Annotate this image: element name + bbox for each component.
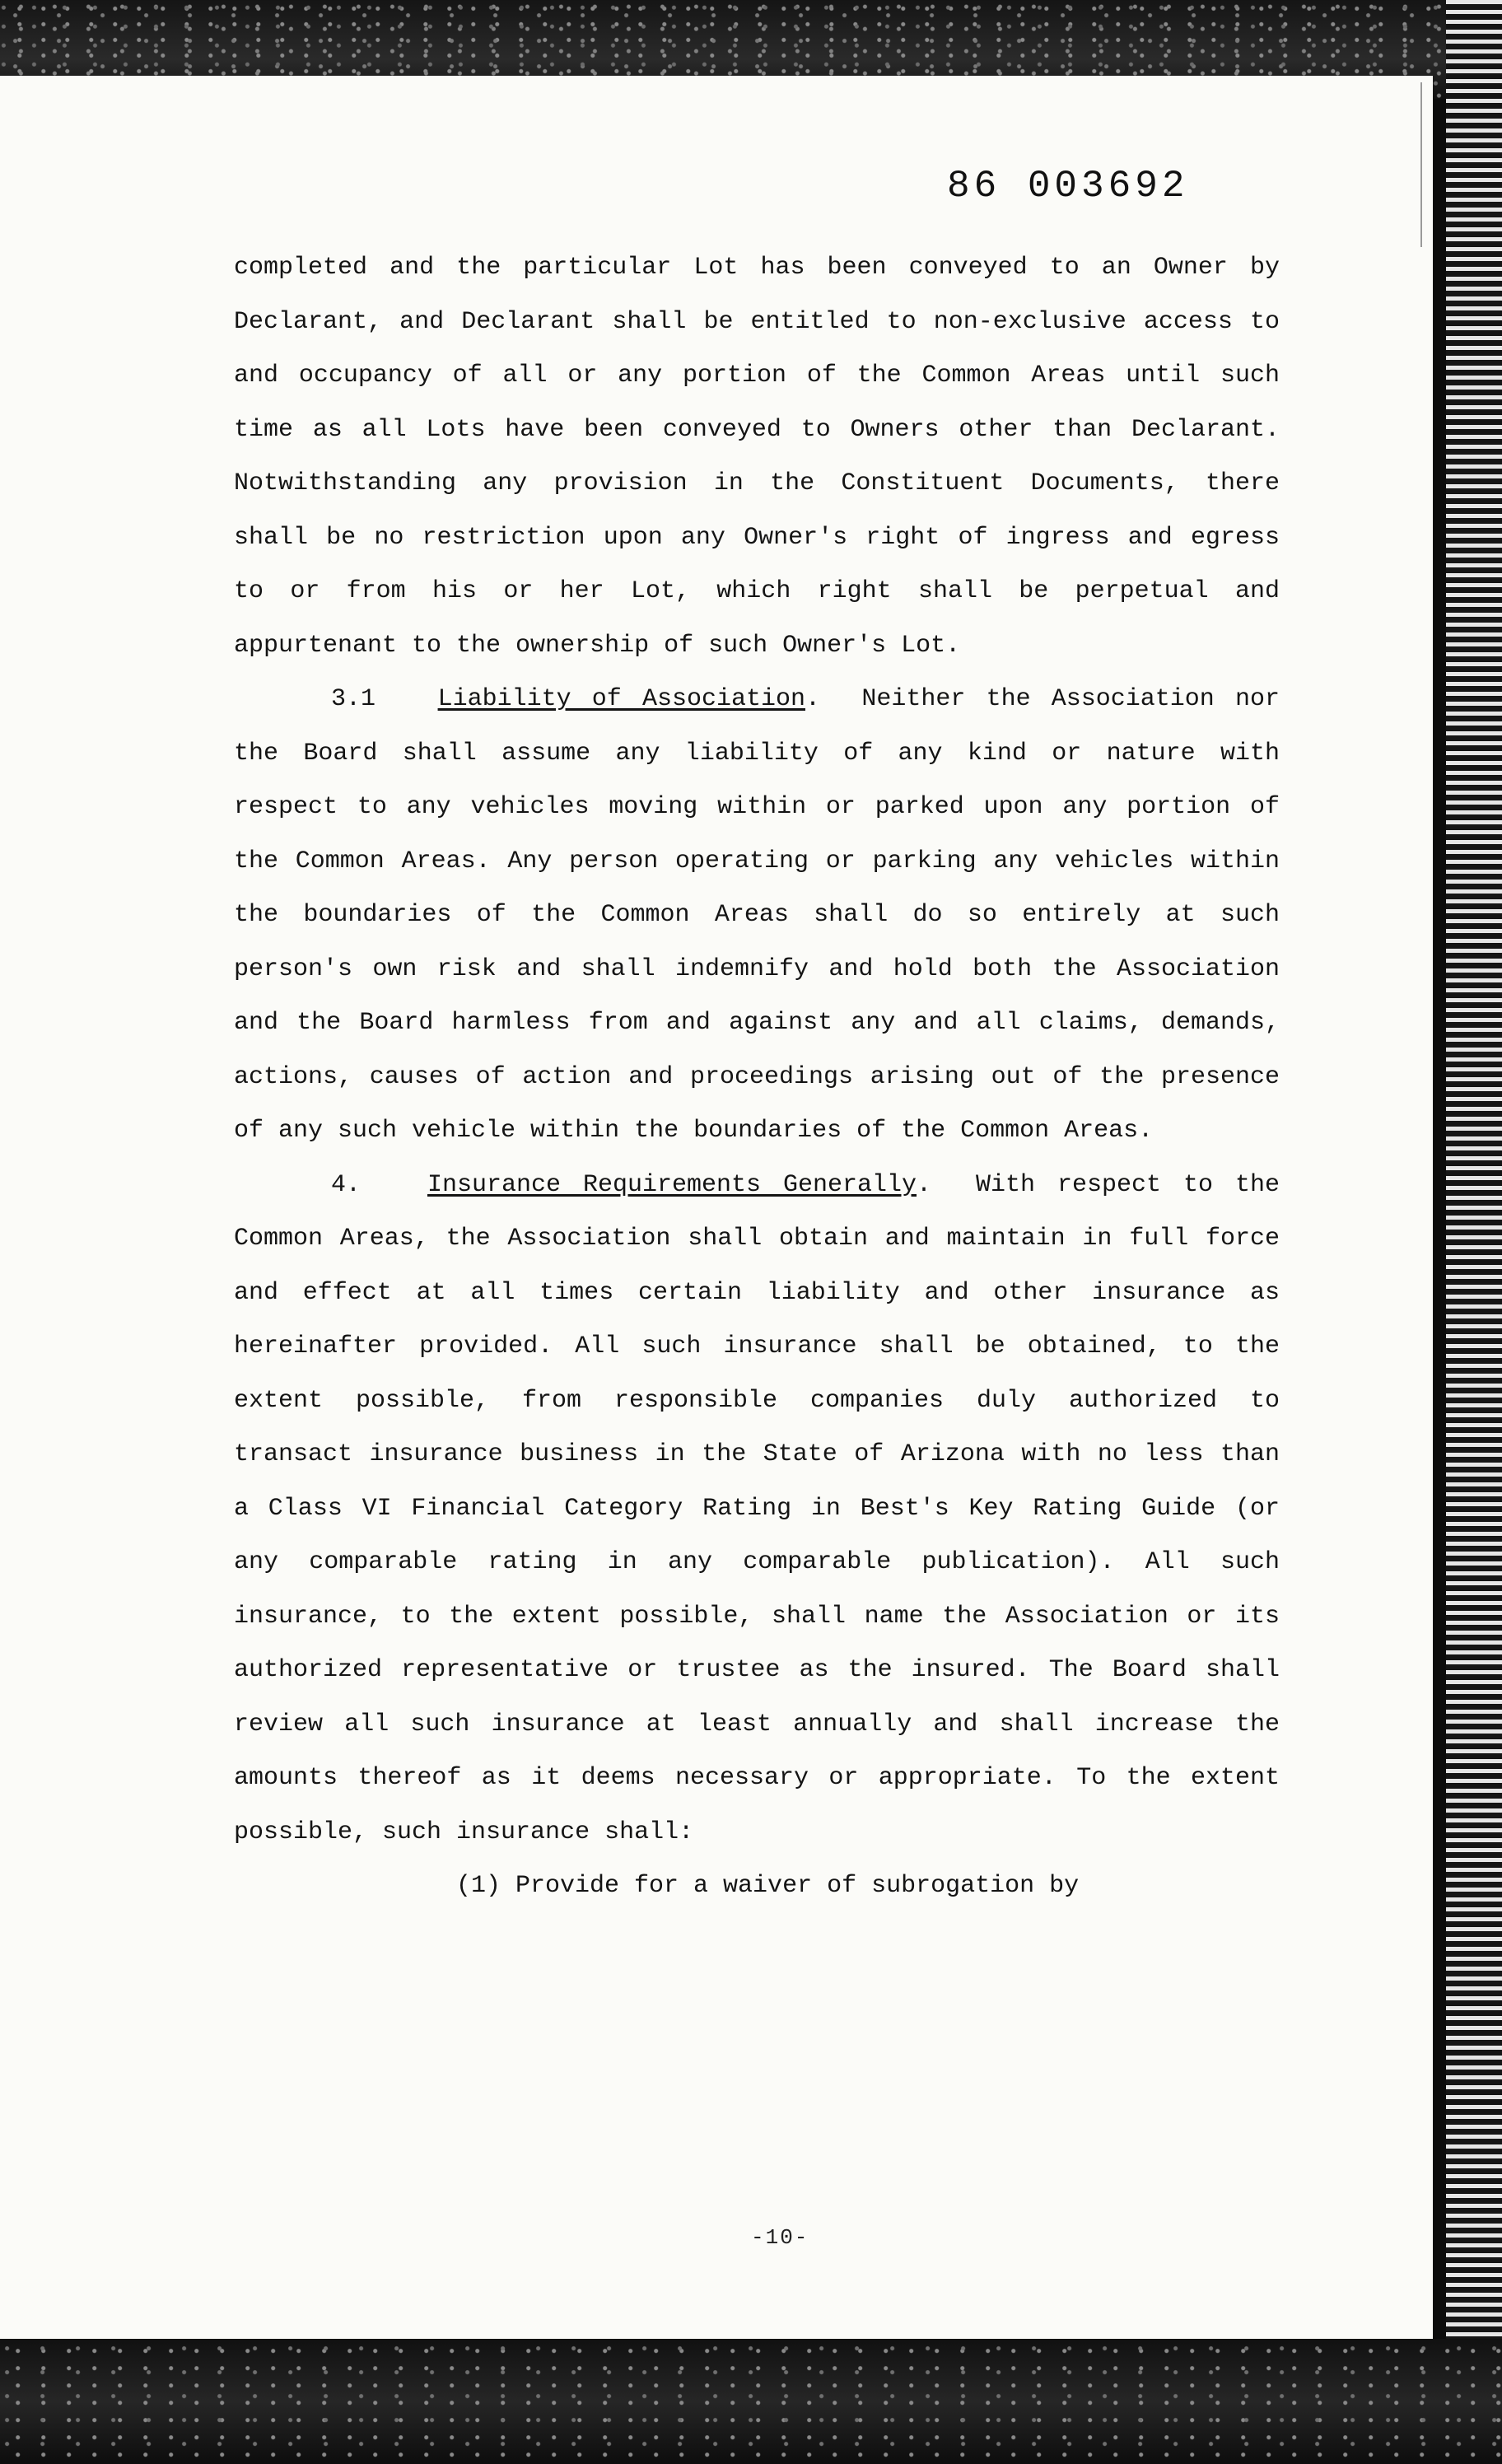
page-number: -10- (751, 2225, 809, 2250)
section-4-paragraph: 4. Insurance Requirements Generally. With respect to the Common Areas, the Association shall obtain and maintain in full force and effect at all times certain liability and other insurance as hereinafter provided. All such insurance shall be obtained, to the extent possible, from responsible companies duly authorized to transact insurance business in the State of Arizona with no less than a Class VI Financial Category Rating in Best's Key Rating Guide (or any comparable rating in any comparable publication). All such insurance, to the extent possible, shall name the Association or its authorized representative or trustee as the insured. The Board shall review all such insurance at least annually and shall increase the amounts thereof as it deems necessary or appropriate. To the extent possible, such insurance shall: (234, 1170, 1280, 1846)
document-body (234, 241, 1280, 1914)
page-margin-mark (1420, 82, 1422, 247)
section-number: 3.1 (331, 685, 376, 713)
scan-border-bottom (0, 2339, 1502, 2464)
section-text: With respect to the Common Areas, the Association shall obtain and maintain in full force and effect at all times certain liability and other insurance as hereinafter provided. All such insurance shall be obtained, to the extent possible, from responsible companies duly authorized to transact insurance business in the State of Arizona with no less than a Class VI Financial Category Rating in Best's Key Rating Guide (or any comparable rating in any comparable publication). All such insurance, to the extent possible, shall name the Association or its authorized representative or trustee as the insured. The Board shall review all such insurance at least annually and shall increase the amounts thereof as it deems necessary or appropriate. To the extent possible, such insurance shall: (234, 1170, 1280, 1846)
section-number: 4. (331, 1170, 362, 1199)
list-item: (1) Provide for a waiver of subrogation by (456, 1872, 1080, 1900)
scan-border-right (1446, 0, 1502, 2464)
section-heading: Insurance Requirements Generally (427, 1170, 917, 1199)
document-recording-number: 86 003692 (947, 165, 1189, 208)
section-3-1-paragraph: 3.1 Liability of Association. Neither the Association nor the Board shall assume any liability of any kind or nature with respect to any vehicles moving within or parked upon any portion of the Common Areas. Any person operating or parking any vehicles within the boundaries of the Common Areas shall do so entirely at such person's own risk and shall indemnify and hold both the Association and the Board harmless from and against any and all claims, demands, actions, causes of action and proceedings arising out of the presence of any such vehicle within the boundaries of the Common Areas. (234, 685, 1280, 1145)
intro-paragraph: completed and the particular Lot has been conveyed to an Owner by Declarant, and Declarant shall be entitled to non-exclusive access to and occupancy of all or any portion of the Common Areas until such time as all Lots have been conveyed to Owners other than Declarant. Notwithstanding any provision in the Constituent Documents, there shall be no restriction upon any Owner's right of ingress and egress to or from his or her Lot, which right shall be perpetual and appurtenant to the ownership of such Owner's Lot. (234, 254, 1280, 660)
section-text: Neither the Association nor the Board shall assume any liability of any kind or nature with respect to any vehicles moving within or parked upon any portion of the Common Areas. Any person operating or parking any vehicles within the boundaries of the Common Areas shall do so entirely at such person's own risk and shall indemnify and hold both the Association and the Board harmless from and against any and all claims, demands, actions, causes of action and proceedings arising out of the presence of any such vehicle within the boundaries of the Common Areas. (234, 685, 1280, 1145)
section-heading: Liability of Association (437, 685, 805, 713)
